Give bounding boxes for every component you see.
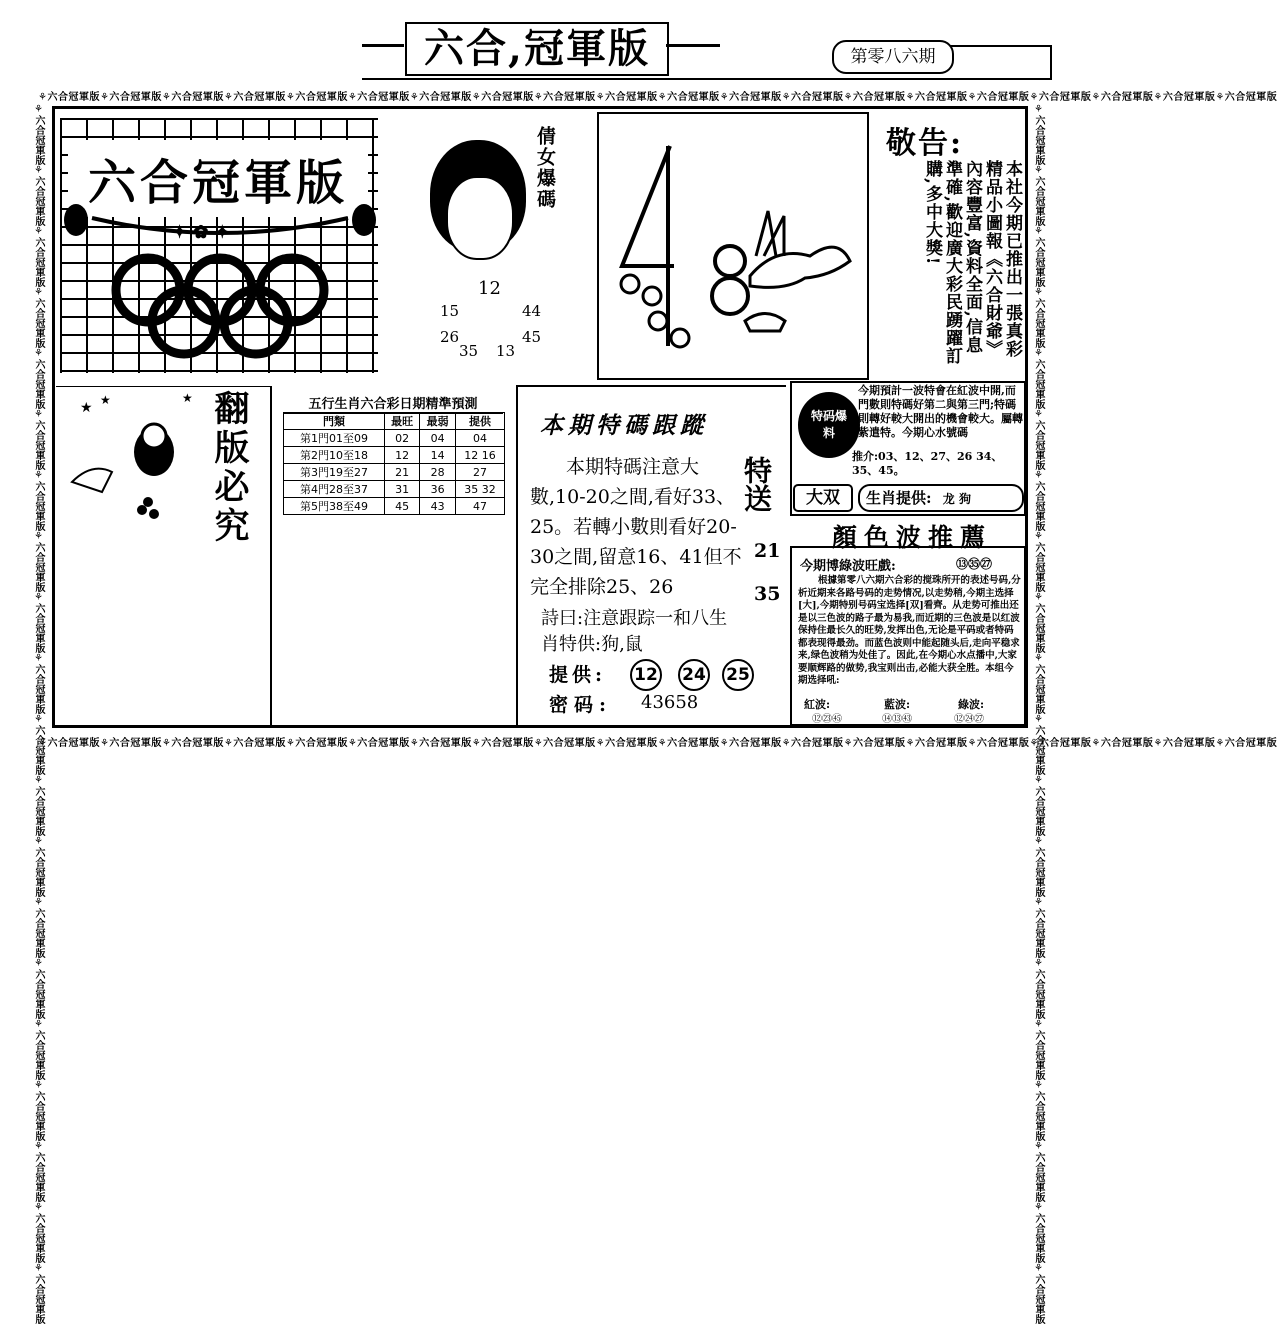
provide-cell: 27	[455, 464, 504, 481]
tracking-poem: 詩曰:注意跟踪一和八生肖特供:狗,鼠	[541, 608, 728, 655]
number-48-rabbit-graphic	[600, 116, 866, 376]
provide-number: 12	[630, 659, 662, 691]
anti-copy-notice: 翻版必究	[209, 390, 250, 546]
page-title: 六合,冠軍版	[405, 22, 669, 76]
photo-number: 35	[459, 342, 479, 360]
notice-title: 敬告:	[886, 126, 964, 161]
max-cell: 02	[384, 430, 420, 447]
provide-number: 24	[678, 659, 710, 691]
big-small-badge: 大双	[793, 484, 853, 512]
prediction-text: 今期預計一波特會在紅波中開,而門數則特碼好第二與第三門;特碼則轉好較大開出的機會較大。屬轉紫遣特。今期心水號碼	[858, 384, 1023, 439]
min-cell: 14	[420, 447, 456, 464]
border-strip-top: ⚘六合冠軍版⚘六合冠軍版⚘六合冠軍版⚘六合冠軍版⚘六合冠軍版⚘六合冠軍版⚘六合冠軍版⚘六合冠軍版⚘六合冠軍版⚘六合冠軍版⚘六合冠軍版⚘六合冠軍版⚘六合冠軍版⚘六合冠軍版⚘六合冠軍版⚘六合冠軍版⚘六合冠軍版⚘六合冠軍版⚘六合冠軍版⚘六合冠軍版	[38, 92, 1277, 103]
provide-cell: 12 16	[455, 447, 504, 464]
door-cell: 第5門38至49	[284, 498, 385, 515]
table-header-cell: 最弱	[420, 413, 456, 430]
wave-label-blue: 藍波:	[884, 698, 911, 711]
logo-title: 六合冠軍版	[68, 140, 368, 217]
lantern-banner-graphic	[62, 198, 378, 252]
special-send-number: 35	[754, 583, 781, 605]
border-strip-bottom: ⚘六合冠軍版⚘六合冠軍版⚘六合冠軍版⚘六合冠軍版⚘六合冠軍版⚘六合冠軍版⚘六合冠軍版⚘六合冠軍版⚘六合冠軍版⚘六合冠軍版⚘六合冠軍版⚘六合冠軍版⚘六合冠軍版⚘六合冠軍版⚘六合冠軍版⚘六合冠軍版⚘六合冠軍版⚘六合冠軍版⚘六合冠軍版⚘六合冠軍版	[38, 738, 1277, 749]
max-cell: 21	[384, 464, 420, 481]
door-cell: 第4門28至37	[284, 481, 385, 498]
issue-number: 第零八六期	[832, 40, 954, 74]
door-table-title: 五行生肖六合彩日期精準預測	[283, 393, 503, 414]
svg-text:✦ ✿ ✦: ✦ ✿ ✦	[172, 222, 230, 243]
wave-numbers-blue: ⑭⑬㊸	[882, 714, 912, 725]
photo-number: 26	[440, 328, 460, 346]
tracking-body: 本期特碼注意大數,10-20之間,看好33、25。若轉小數則看好20-30之間,留意16、41但不完全排除25、26	[530, 456, 742, 598]
table-header-cell: 提供	[455, 413, 504, 430]
prediction-recommend: 推介:03、12、27、26 34、35、45。	[852, 450, 1003, 477]
header-underline	[362, 78, 1052, 80]
code-label: 密码:	[549, 694, 613, 716]
photo-number: 12	[478, 278, 501, 299]
table-row	[284, 464, 505, 481]
title-rule-right	[666, 44, 720, 47]
special-send-number: 21	[754, 540, 781, 562]
olympic-rings-graphic	[100, 252, 340, 362]
min-cell: 04	[420, 430, 456, 447]
photo-caption: 倩女爆碼	[534, 126, 556, 210]
door-cell: 第1門01至09	[284, 430, 385, 447]
door-cell: 第3門19至27	[284, 464, 385, 481]
wave-label-green: 綠波:	[958, 698, 985, 711]
svg-text:★: ★	[100, 393, 111, 407]
tracking-title: 本期特碼跟蹤	[540, 412, 708, 439]
photo-number: 15	[440, 302, 460, 320]
table-header-cell: 門類	[284, 413, 385, 430]
max-cell: 31	[384, 481, 420, 498]
provide-number: 25	[722, 659, 754, 691]
zodiac-provide-values: 龙 狗	[942, 492, 971, 506]
max-cell: 12	[384, 447, 420, 464]
issue-rule	[950, 45, 1052, 47]
zodiac-provide-label: 生肖提供:	[866, 489, 932, 507]
color-wave-title: 顏色波推薦	[831, 523, 992, 552]
special-badge-text: 特码爆料	[810, 409, 847, 440]
monkey-illustration	[62, 392, 212, 522]
table-row	[284, 498, 505, 515]
wave-label-red: 紅波:	[804, 698, 831, 711]
border-strip-right: ⚘六合冠軍版⚘六合冠軍版⚘六合冠軍版⚘六合冠軍版⚘六合冠軍版⚘六合冠軍版⚘六合冠軍版⚘六合冠軍版⚘六合冠軍版⚘六合冠軍版⚘六合冠軍版⚘六合冠軍版⚘六合冠軍版⚘六合冠軍版⚘六合冠軍版⚘六合冠軍版⚘六合冠軍版⚘六合冠軍版⚘六合冠軍版⚘六合冠軍版	[1033, 104, 1044, 1324]
provide-cell: 47	[455, 498, 504, 515]
wave-numbers-red: ⑫㉓㊺	[812, 714, 842, 725]
notice-body: 本社今期已推出一張真彩精品小圖報《六合財爺》內容豐富,資料全面,信息準確,歡迎廣大彩民踴躍訂購,多中大獎!	[922, 160, 1022, 365]
special-send-label: 特送	[740, 456, 773, 512]
door-cell: 第2門10至18	[284, 447, 385, 464]
photo-number: 44	[522, 302, 542, 320]
border-strip-left: ⚘六合冠軍版⚘六合冠軍版⚘六合冠軍版⚘六合冠軍版⚘六合冠軍版⚘六合冠軍版⚘六合冠軍版⚘六合冠軍版⚘六合冠軍版⚘六合冠軍版⚘六合冠軍版⚘六合冠軍版⚘六合冠軍版⚘六合冠軍版⚘六合冠軍版⚘六合冠軍版⚘六合冠軍版⚘六合冠軍版⚘六合冠軍版⚘六合冠軍版	[33, 104, 44, 1324]
wave-numbers-green: ⑫㉔㉗	[954, 714, 984, 725]
table-header-cell: 最旺	[384, 413, 420, 430]
table-row	[284, 447, 505, 464]
provide-cell: 35 32	[455, 481, 504, 498]
max-cell: 45	[384, 498, 420, 515]
table-row	[284, 481, 505, 498]
min-cell: 43	[420, 498, 456, 515]
provide-label: 提供:	[549, 664, 607, 686]
color-wave-heading-numbers: ⑬㉟㉗	[956, 557, 993, 571]
provide-cell: 04	[455, 430, 504, 447]
min-cell: 36	[420, 481, 456, 498]
issue-rule-vertical	[1050, 45, 1052, 79]
photo-number: 45	[522, 328, 542, 346]
svg-text:★: ★	[182, 391, 193, 405]
title-rule-left	[362, 44, 404, 47]
code-value: 43658	[641, 692, 699, 713]
min-cell: 28	[420, 464, 456, 481]
zodiac-provide-box	[858, 484, 1024, 512]
table-header-row	[284, 413, 505, 430]
color-wave-body: 根據第零八六期六合彩的搅珠所开的表述号码,分析近期来各路号码的走势情况,以走势稍,今期主选择[大],今期特别号码宝选择[双]看齊。从走势可推出还是以三色波的路子最为易我,而近期的三色波是以红波保持住最长久的旺势,发挥出色,无论是平码或者特码都表现得最劲。而蓝色波则中能起随头后,走向平稳求来,绿色波稍为处佳了。因此,在今期心水点播中,大家要顺辉路的做势,我宝则出击,必能大获全胜。本组今期选择吼:	[798, 575, 1021, 686]
photo-number: 13	[496, 342, 516, 360]
door-table	[283, 412, 505, 515]
table-row	[284, 430, 505, 447]
color-wave-heading: 今期博綠波旺戲:	[800, 559, 896, 574]
svg-text:★: ★	[80, 400, 93, 416]
photo-face	[446, 176, 514, 260]
